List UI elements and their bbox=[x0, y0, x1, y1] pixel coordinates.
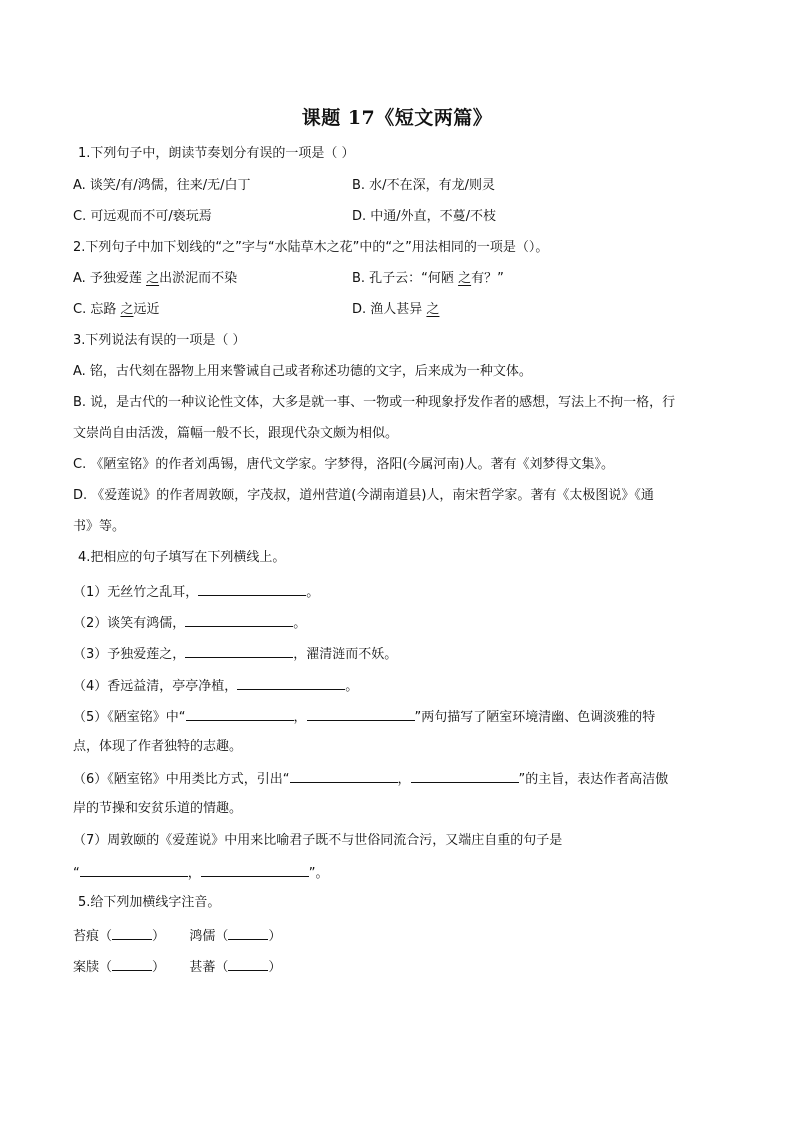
q2-b-underlined: 之 bbox=[458, 271, 472, 286]
q5-word-4: 甚蕃（ bbox=[189, 960, 229, 975]
q3-stem: 3.下列说法有误的一项是（ ） bbox=[73, 333, 246, 348]
q4-item-1 bbox=[73, 582, 723, 602]
q5-blank-3[interactable] bbox=[112, 957, 152, 971]
q2-a-underlined: 之 bbox=[146, 271, 160, 286]
q4-item-7-line2 bbox=[73, 863, 723, 883]
q5-row-1 bbox=[73, 926, 723, 946]
q3-option-b-line2: 文崇尚自由活泼，篇幅一般不长，跟现代杂文颇为相似。 bbox=[73, 426, 399, 441]
q2-option-d bbox=[352, 301, 439, 319]
q4-5-comma: ， bbox=[293, 710, 307, 725]
q2-b-suffix: 有？” bbox=[471, 271, 504, 286]
q5-blank-4[interactable] bbox=[228, 957, 268, 971]
q4-4-text: （4）香远益清，亭亭净植， bbox=[73, 679, 238, 694]
q4-5-text: （5）《陋室铭》中“ bbox=[73, 710, 186, 725]
q3-option-d-line2: 书》等。 bbox=[73, 519, 126, 534]
q5-close-4: ） bbox=[268, 960, 282, 975]
q3-option-a: A. 铭，古代刻在器物上用来警诫自己或者称述功德的文字，后来成为一种文体。 bbox=[73, 364, 532, 379]
q4-6-blank-1[interactable] bbox=[290, 769, 398, 783]
q4-item-7-line1: （7）周敦颐的《爱莲说》中用来比喻君子既不与世俗同流合污，又端庄自重的句子是 bbox=[73, 833, 563, 848]
q4-5-blank-1[interactable] bbox=[186, 707, 294, 721]
q4-7-open-quote: “ bbox=[73, 866, 80, 881]
q4-4-blank[interactable] bbox=[237, 676, 345, 690]
q4-1-end: 。 bbox=[306, 585, 320, 600]
q2-d-prefix: D. 渔人甚异 bbox=[352, 302, 427, 317]
q4-1-blank[interactable] bbox=[198, 582, 306, 596]
q2-c-suffix: 远近 bbox=[133, 302, 160, 317]
q4-2-text: （2）谈笑有鸿儒， bbox=[73, 616, 186, 631]
q4-item-6-line2: 岸的节操和安贫乐道的情趣。 bbox=[73, 801, 243, 816]
q4-item-3 bbox=[73, 644, 723, 664]
q4-6-text: （6）《陋室铭》中用类比方式，引出“ bbox=[73, 772, 290, 787]
q4-7-blank-1[interactable] bbox=[80, 863, 188, 877]
q5-close-3: ） bbox=[152, 960, 166, 975]
q5-word-3: 案牍（ bbox=[73, 960, 113, 975]
q1-option-b: B. 水/不在深，有龙/则灵 bbox=[352, 178, 495, 193]
q5-stem: 5.给下列加横线字注音。 bbox=[78, 895, 221, 910]
q4-item-2 bbox=[73, 613, 723, 633]
q4-7-end: ”。 bbox=[308, 866, 329, 881]
q5-blank-1[interactable] bbox=[112, 926, 152, 940]
q4-2-blank[interactable] bbox=[185, 613, 293, 627]
q4-6-comma: ， bbox=[397, 772, 411, 787]
q2-stem: 2.下列句子中加下划线的“之”字与“水陆草木之花”中的“之”用法相同的一项是（）。 bbox=[73, 240, 549, 255]
q5-word-2: 鸿儒（ bbox=[189, 929, 229, 944]
q5-blank-2[interactable] bbox=[228, 926, 268, 940]
q1-stem: 1.下列句子中，朗读节奏划分有误的一项是（ ） bbox=[78, 146, 355, 161]
q1-option-c: C. 可远观而不可/亵玩焉 bbox=[73, 209, 212, 224]
q5-close-1: ） bbox=[152, 929, 166, 944]
q4-item-4 bbox=[73, 676, 723, 696]
q5-close-2: ） bbox=[268, 929, 282, 944]
q4-5-blank-2[interactable] bbox=[307, 707, 415, 721]
q3-option-b-line1: B. 说，是古代的一种议论性文体，大多是就一事、一物或一种现象抒发作者的感想，写法上不拘一格，行 bbox=[73, 395, 676, 410]
q4-6-blank-2[interactable] bbox=[411, 769, 519, 783]
q5-row-2 bbox=[73, 957, 723, 977]
q2-option-b bbox=[352, 270, 504, 288]
q4-item-6 bbox=[73, 769, 723, 789]
q4-3-text: （3）予独爱莲之， bbox=[73, 647, 186, 662]
q4-stem: 4.把相应的句子填写在下列横线上。 bbox=[78, 550, 286, 565]
q2-a-prefix: A. 予独爱莲 bbox=[73, 271, 147, 286]
q4-6-end: ”的主旨，表达作者高洁傲 bbox=[518, 772, 669, 787]
q1-option-d: D. 中通/外直，不蔓/不枝 bbox=[352, 209, 497, 224]
q2-c-underlined: 之 bbox=[120, 302, 134, 317]
q5-word-1: 苔痕（ bbox=[73, 929, 113, 944]
q4-7-comma: ， bbox=[187, 866, 201, 881]
q1-option-a: A. 谈笑/有/鸿儒，往来/无/白丁 bbox=[73, 178, 251, 193]
q2-d-underlined: 之 bbox=[426, 302, 440, 317]
q2-c-prefix: C. 忘路 bbox=[73, 302, 121, 317]
q4-3-end: ，濯清涟而不妖。 bbox=[293, 647, 398, 662]
q4-5-end: ”两句描写了陋室环境清幽、色调淡雅的特 bbox=[414, 710, 656, 725]
page-title: 课题 17《短文两篇》 bbox=[301, 107, 493, 129]
q4-7-blank-2[interactable] bbox=[201, 863, 309, 877]
q4-1-text: （1）无丝竹之乱耳， bbox=[73, 585, 199, 600]
q4-2-end: 。 bbox=[293, 616, 307, 631]
q4-4-end: 。 bbox=[345, 679, 359, 694]
q4-item-5 bbox=[73, 707, 723, 727]
q4-item-5-line2: 点，体现了作者独特的志趣。 bbox=[73, 739, 243, 754]
q2-b-prefix: B. 孔子云：“何陋 bbox=[352, 271, 459, 286]
q2-a-suffix: 出淤泥而不染 bbox=[159, 271, 238, 286]
q3-option-d-line1: D. 《爱莲说》的作者周敦颐，字茂叔，道州营道(今湖南道县)人，南宋哲学家。著有《太极图说》《通 bbox=[73, 488, 654, 503]
q3-option-c: C. 《陋室铭》的作者刘禹锡，唐代文学家。字梦得，洛阳(今属河南)人。著有《刘梦得文集》。 bbox=[73, 457, 614, 472]
q4-3-blank[interactable] bbox=[185, 644, 293, 658]
